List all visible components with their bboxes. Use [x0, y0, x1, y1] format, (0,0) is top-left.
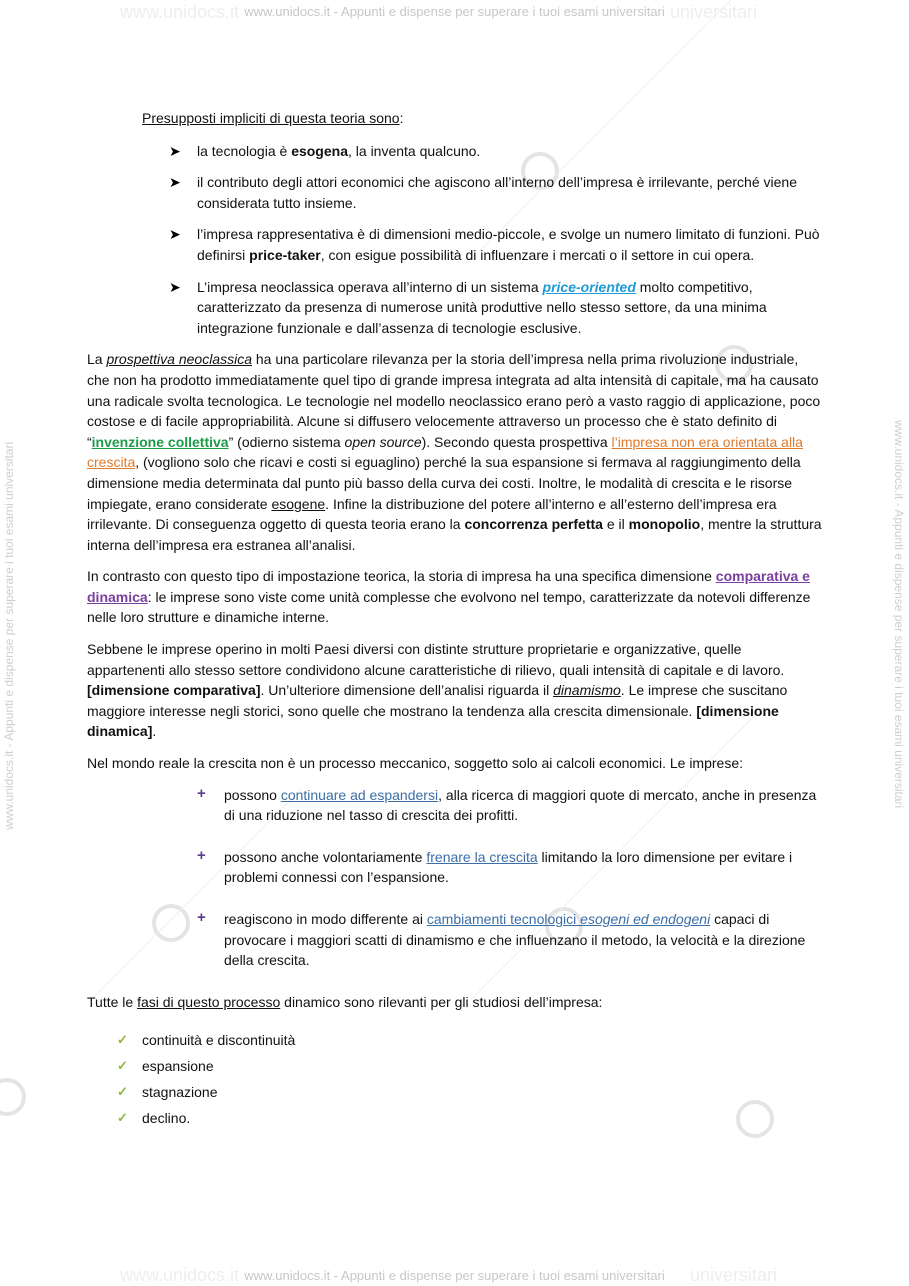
text: Tutte le: [87, 993, 138, 1010]
text: , mentre la struttura interna dell’impresa era estranea all’analisi.: [87, 516, 822, 553]
text: .: [152, 723, 157, 740]
text: , la inventa qualcuno.: [348, 142, 481, 159]
list-item: [87, 224, 822, 265]
growth-orientation-link[interactable]: l’impresa non era orientata alla crescita: [87, 433, 803, 471]
paragraph-dimensions: [87, 639, 822, 742]
text: Sebbene le imprese operino in molti Paesi diversi con distinte strutture proprietarie e organizzative, quelle appartenenti allo stesso settore condividono alcune caratteristiche di rilievo, quali intensità di capitale e di lavoro.: [87, 641, 785, 678]
text: limitando la loro dimensione per evitare i problemi connessi con l’espansione.: [224, 848, 793, 886]
text: e il: [602, 516, 629, 533]
price-oriented-link[interactable]: price-oriented: [542, 278, 636, 295]
text: . Le imprese che suscitano maggiore interesse negli storici, sono quelle che mostrano la tendenza alla crescita dimensionale.: [87, 682, 788, 719]
italic-text: open source: [344, 433, 422, 450]
underlined-text: esogene: [271, 495, 326, 512]
bold-text: esogena: [291, 142, 348, 159]
list-item: [87, 1056, 822, 1077]
emphasis-text: prospettiva neoclassica: [106, 351, 252, 368]
watermark-side-left: www.unidocs.it - Appunti e dispense per superare i tuoi esami universitari: [2, 441, 16, 830]
firm-behaviour-list: [87, 785, 822, 971]
bold-text: concorrenza perfetta: [464, 516, 603, 533]
paragraph-real-world: Nel mondo reale la crescita non è un processo meccanico, soggetto solo ai calcoli economici. Le imprese:: [87, 755, 744, 772]
text: L’impresa neoclassica operava all’interno di un sistema: [197, 278, 543, 295]
paragraph-phases: [87, 992, 822, 1013]
watermark-side-right: www.unidocs.it - Appunti e dispense per superare i tuoi esami universitari: [892, 420, 906, 809]
arrowhead-icon: ➤: [169, 174, 181, 191]
comparativa-dinamica-link[interactable]: comparativa e dinamica: [87, 568, 810, 605]
watermark-header: www.unidocs.it - Appunti e dispense per superare i tuoi esami universitari: [244, 4, 665, 19]
unidocs-logo-icon: [0, 1078, 26, 1116]
text: capaci di provocare i maggiori scatti di dinamismo e che influenzano il metodo, la velocità e la direzione della crescita.: [224, 911, 806, 969]
bold-text: [dimensione dinamica]: [87, 702, 779, 740]
section-heading: Presupposti impliciti di questa teoria sono: [142, 110, 400, 126]
text: molto competitivo, caratterizzato da presenza di numerose unità produttive nello stesso settore, da una minima integrazione funzionale e dall’assenza di tecnologie esclusive.: [197, 278, 767, 336]
phases-list: [87, 1030, 822, 1129]
text: In contrasto con questo tipo di impostazione teorica, la storia di impresa ha una specifica dimensione: [87, 568, 716, 585]
list-item: [87, 1108, 822, 1129]
section-heading-wrap: [142, 108, 822, 129]
plus-bullet-icon: +: [197, 784, 206, 802]
text: , con esigue possibilità di influenzare i mercati o il settore in cui opera.: [320, 246, 755, 263]
text: . Infine la distribuzione del potere all’interno e all’esterno dell’impresa era irrilevante. Di conseguenza oggetto di questa teoria erano la: [87, 495, 777, 533]
cambiamenti-tecnologici-link[interactable]: cambiamenti tecnologici: [426, 911, 577, 927]
paragraph-comparative: [87, 566, 822, 628]
arrowhead-icon: ➤: [169, 142, 181, 159]
text: espansione: [142, 1058, 214, 1075]
text: dinamico sono rilevanti per gli studiosi dell’impresa:: [280, 993, 603, 1010]
document-body: [87, 108, 822, 1134]
watermark-ghost-right: universitari: [670, 2, 758, 22]
list-item: [87, 141, 822, 162]
checkmark-icon: ✓: [117, 1058, 128, 1074]
underlined-text: fasi di questo processo: [137, 993, 281, 1010]
text: declino.: [142, 1110, 191, 1127]
text: ). Secondo questa prospettiva: [421, 433, 612, 450]
text: il contributo degli attori economici che agiscono all’interno dell’impresa è irrilevante, perché viene considerata tutto insieme.: [197, 174, 797, 211]
text: possono anche volontariamente: [224, 848, 427, 865]
watermark-footer: www.unidocs.it - Appunti e dispense per superare i tuoi esami universitari: [244, 1268, 665, 1283]
assumptions-list: [87, 141, 822, 339]
plus-bullet-icon: +: [197, 846, 206, 864]
list-item: [87, 847, 822, 888]
bold-text: monopolio: [628, 516, 701, 533]
text: : le imprese sono viste come unità complesse che evolvono nel tempo, caratterizzate da notevoli differenze nelle loro strutture e dinamiche interne.: [87, 588, 811, 626]
watermark-ghost-left: www.unidocs.it: [120, 2, 240, 22]
text: . Un’ulteriore dimensione dell’analisi riguarda il: [260, 682, 554, 699]
text: ” (odierno sistema: [228, 433, 345, 450]
text: , (vogliono solo che ricavi e costi si eguaglino) perché la sua espansione si fermava al raggiungimento della dimensione media determinata dal punto più basso della curva dei costi. Inoltre, le modalità di crescita e le risorse impiegate, erano considerate: [87, 454, 801, 512]
emphasis-text: dinamismo: [553, 682, 621, 699]
checkmark-icon: ✓: [117, 1032, 128, 1048]
arrowhead-icon: ➤: [169, 226, 181, 243]
text: l’impresa rappresentativa è di dimensioni medio-piccole, e svolge un numero limitato di funzioni. Può definirsi: [197, 226, 820, 263]
bold-text: price-taker: [249, 246, 321, 263]
text: La: [87, 351, 107, 368]
frenare-crescita-link[interactable]: frenare la crescita: [426, 848, 538, 865]
list-item: [87, 1082, 822, 1103]
watermark-ghost-left-bottom: www.unidocs.it: [120, 1265, 240, 1285]
invenzione-collettiva-link[interactable]: invenzione collettiva: [91, 433, 229, 450]
text: reagiscono in modo differente ai: [224, 911, 427, 927]
watermark-ghost-right-bottom: universitari: [690, 1265, 778, 1285]
text: la tecnologia è: [197, 142, 292, 159]
list-item: [87, 277, 822, 339]
bold-text: [dimensione comparativa]: [87, 682, 261, 699]
plus-bullet-icon: +: [197, 909, 206, 926]
checkmark-icon: ✓: [117, 1084, 128, 1100]
list-item: [87, 909, 822, 971]
text: stagnazione: [142, 1084, 218, 1101]
esogeni-endogeni-link[interactable]: esogeni ed endogeni: [576, 911, 711, 927]
arrowhead-icon: ➤: [169, 278, 181, 295]
checkmark-icon: ✓: [117, 1110, 128, 1126]
text: continuità e discontinuità: [142, 1032, 296, 1049]
heading-colon: :: [399, 110, 404, 126]
continuare-espandersi-link[interactable]: continuare ad espandersi: [280, 786, 439, 803]
text: possono: [224, 786, 281, 803]
text: ha una particolare rilevanza per la storia dell’impresa nella prima rivoluzione industriale, che non ha prodotto immediatamente quel tipo di grande impresa integrata ad alta intensità di capitale, ma ha causato una radicale svolta tecnologica. Le tecnologie nel modello neoclassico erano però a vasto raggio di applicazione, poco costose e di facile appropriabilità. Alcune si diffusero velocemente attraverso un processo che è stato definito di “: [87, 351, 821, 450]
list-item: [87, 785, 822, 826]
paragraph-neoclassical: [87, 349, 822, 555]
text: , alla ricerca di maggiori quote di mercato, anche in presenza di una riduzione nel tasso di crescita dei profitti.: [224, 786, 817, 824]
list-item: [87, 172, 822, 213]
list-item: [87, 1030, 822, 1051]
